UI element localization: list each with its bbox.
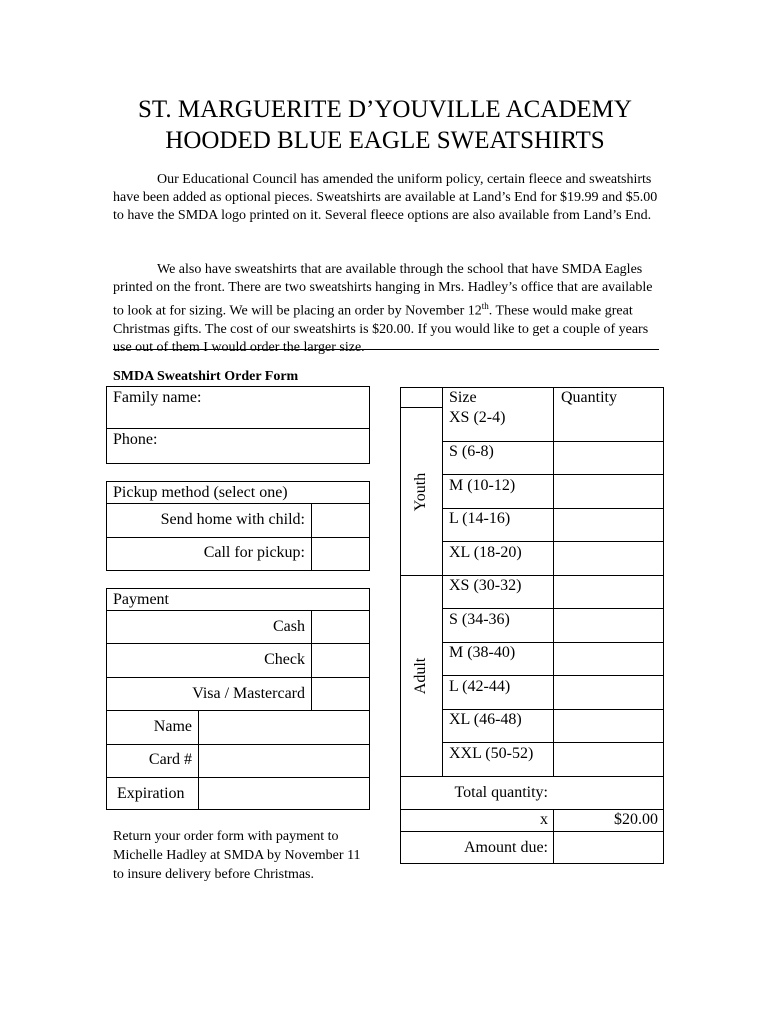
size-adult-xxl: XXL (50-52) xyxy=(449,745,534,762)
contact-divider xyxy=(106,428,370,429)
size-adult-m: M (38-40) xyxy=(449,644,516,661)
check-checkbox[interactable] xyxy=(314,646,366,674)
row-line-8 xyxy=(442,675,664,676)
size-youth-s: S (6-8) xyxy=(449,443,494,460)
expiration-input[interactable] xyxy=(201,780,366,808)
size-adult-s: S (34-36) xyxy=(449,611,510,628)
quantity-adult-xl[interactable] xyxy=(556,712,660,740)
multiply-symbol: x xyxy=(540,811,548,828)
quantity-youth-m[interactable] xyxy=(556,477,660,506)
row-line-11 xyxy=(400,776,664,777)
row-line-2 xyxy=(442,474,664,475)
payment-divider-2 xyxy=(106,643,370,644)
pickup-divider-1 xyxy=(106,503,370,504)
order-table-header-rule xyxy=(400,407,442,408)
amount-due-input[interactable] xyxy=(556,834,660,862)
intro-paragraph-2-text-b: . These would make great Christmas gifts. The cost of our sweatshirts is $20.00. If you would like to get a couple of years use out of them I would order the larger size. xyxy=(113,303,649,355)
card-name-label: Name xyxy=(153,718,192,735)
youth-label: Youth xyxy=(412,472,429,512)
quantity-youth-xs[interactable] xyxy=(556,410,660,439)
payment-divider-4 xyxy=(106,710,370,711)
page-title-line-2: HOODED BLUE EAGLE SWEATSHIRTS xyxy=(165,127,605,154)
payment-label: Payment xyxy=(113,591,169,608)
quantity-adult-m[interactable] xyxy=(556,645,660,673)
intro-paragraph-1-text: Our Educational Council has amended the uniform policy, certain fleece and sweatshirts have been added as optional pieces. Sweatshirts are available at Land’s End for $19.99 and $5.00 to have the SMDA logo printed on it. Several fleece options are also available from Land’s End. xyxy=(113,172,658,223)
intro-paragraph-2-sup: th xyxy=(481,301,489,311)
size-adult-xs: XS (30-32) xyxy=(449,577,522,594)
adult-label: Adult xyxy=(412,657,429,695)
quantity-adult-l[interactable] xyxy=(556,678,660,707)
section-divider xyxy=(113,349,659,350)
quantity-adult-xs[interactable] xyxy=(556,578,660,606)
check-label: Check xyxy=(264,651,305,668)
family-name-label: Family name: xyxy=(113,389,202,406)
pickup-divider-2 xyxy=(106,537,370,538)
unit-price: $20.00 xyxy=(614,811,658,828)
total-quantity-label: Total quantity: xyxy=(454,784,548,801)
pickup-method-label: Pickup method (select one) xyxy=(113,484,288,501)
card-column-divider xyxy=(198,710,199,810)
size-header: Size xyxy=(449,389,477,406)
intro-paragraph-1 xyxy=(113,171,661,225)
quantity-youth-xl[interactable] xyxy=(556,544,660,573)
amount-due-label: Amount due: xyxy=(464,839,548,856)
phone-input[interactable] xyxy=(170,431,365,461)
youth-adult-divider xyxy=(400,575,442,576)
size-youth-l: L (14-16) xyxy=(449,510,511,527)
payment-divider-5 xyxy=(106,744,370,745)
row-line-6 xyxy=(442,608,664,609)
row-line-12 xyxy=(400,809,664,810)
family-name-input[interactable] xyxy=(215,389,365,423)
card-number-label: Card # xyxy=(148,751,192,768)
payment-column-divider xyxy=(311,610,312,710)
row-line-7 xyxy=(442,642,664,643)
page-title-line-1: ST. MARGUERITE D’YOUVILLE ACADEMY xyxy=(138,96,632,123)
visa-mastercard-checkbox[interactable] xyxy=(314,680,366,708)
phone-label: Phone: xyxy=(113,431,158,448)
card-name-input[interactable] xyxy=(201,713,366,741)
intro-paragraph-2 xyxy=(113,261,661,357)
size-adult-l: L (42-44) xyxy=(449,678,511,695)
send-home-label: Send home with child: xyxy=(160,511,305,528)
cash-label: Cash xyxy=(273,618,305,635)
row-line-5 xyxy=(442,575,664,576)
return-instructions: Return your order form with payment to Michelle Hadley at SMDA by November 11 to insure delivery before Christmas. xyxy=(113,829,361,882)
visa-mastercard-label: Visa / Mastercard xyxy=(192,685,305,702)
expiration-label: Expiration xyxy=(117,785,185,802)
call-pickup-label: Call for pickup: xyxy=(203,544,305,561)
call-pickup-checkbox[interactable] xyxy=(314,540,366,569)
row-line-3 xyxy=(442,508,664,509)
cash-checkbox[interactable] xyxy=(314,613,366,641)
intro-paragraph-2-text-a: We also have sweatshirts that are available through the school that have SMDA Eagles printed on the front. There are two sweatshirts hanging in Mrs. Hadley’s office that are available to look at for sizing. We will be placing an order by November 12 xyxy=(113,262,653,319)
payment-divider-3 xyxy=(106,677,370,678)
size-youth-xs: XS (2-4) xyxy=(449,409,506,426)
total-quantity-input[interactable] xyxy=(556,779,660,807)
quantity-header: Quantity xyxy=(561,389,617,406)
row-line-9 xyxy=(442,709,664,710)
row-line-13 xyxy=(400,831,664,832)
order-table-category-divider xyxy=(442,387,443,776)
quantity-youth-s[interactable] xyxy=(556,444,660,472)
payment-divider-6 xyxy=(106,777,370,778)
card-number-input[interactable] xyxy=(201,747,366,775)
quantity-adult-s[interactable] xyxy=(556,611,660,640)
send-home-checkbox[interactable] xyxy=(314,506,366,535)
quantity-youth-l[interactable] xyxy=(556,511,660,539)
size-youth-m: M (10-12) xyxy=(449,477,516,494)
order-table-quantity-divider xyxy=(553,387,554,776)
row-line-4 xyxy=(442,541,664,542)
row-line-10 xyxy=(442,742,664,743)
payment-divider-1 xyxy=(106,610,370,611)
size-youth-xl: XL (18-20) xyxy=(449,544,522,561)
row-line-1 xyxy=(442,441,664,442)
order-form-heading: SMDA Sweatshirt Order Form xyxy=(113,369,299,384)
order-table-total-divider xyxy=(553,809,554,864)
pickup-column-divider xyxy=(311,503,312,571)
size-adult-xl: XL (46-48) xyxy=(449,711,522,728)
quantity-adult-xxl[interactable] xyxy=(556,745,660,774)
